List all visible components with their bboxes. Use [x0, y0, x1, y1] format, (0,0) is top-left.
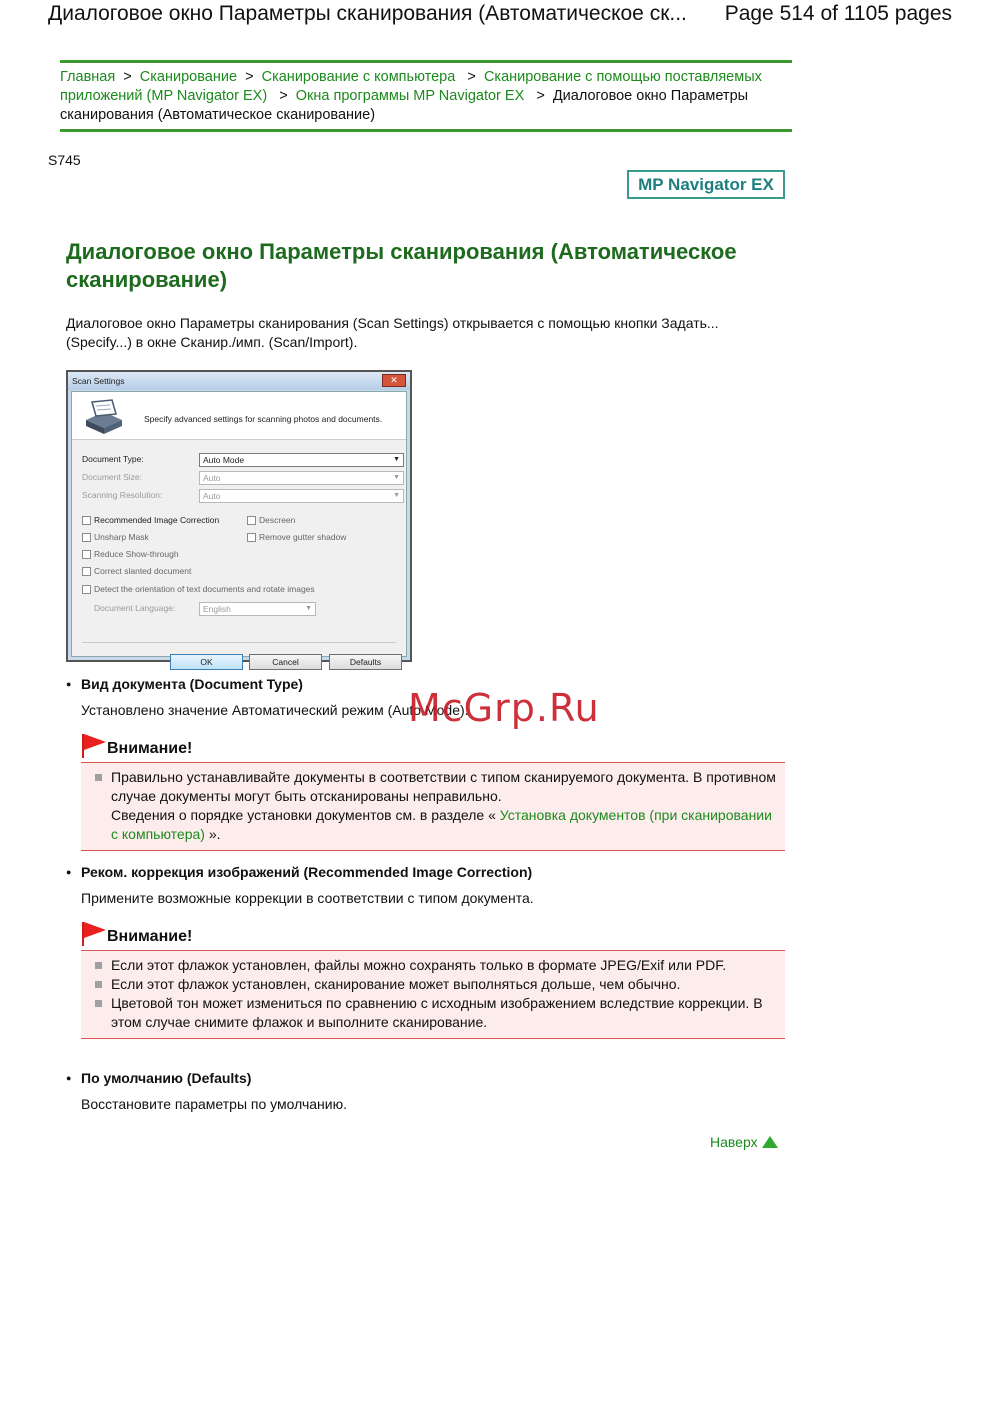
warning-title: Внимание!: [107, 928, 193, 945]
remove-gutter-shadow-checkbox[interactable]: Remove gutter shadow: [247, 532, 346, 542]
warning-item: Цветовой тон может измениться по сравнению с исходным изображением вследствие коррекции. В этом случае снимите флажок и выполните сканирование.: [89, 994, 777, 1032]
document-size-label: Document Size:: [82, 472, 142, 482]
scanning-resolution-value: Auto: [203, 491, 221, 501]
reduce-show-through-checkbox[interactable]: Reduce Show-through: [82, 549, 179, 559]
warning-title: Внимание!: [107, 740, 193, 757]
document-type-label: Document Type:: [82, 454, 144, 464]
dialog-titlebar: [68, 372, 410, 390]
document-language-select[interactable]: [199, 602, 316, 616]
breadcrumb-separator: >: [271, 88, 292, 104]
close-icon[interactable]: ✕: [382, 374, 406, 387]
back-to-top-link[interactable]: [710, 1134, 778, 1150]
dialog-title: Scan Settings: [72, 376, 125, 386]
scanning-resolution-label: Scanning Resolution:: [82, 490, 163, 500]
section-desc: Восстановите параметры по умолчанию.: [81, 1096, 347, 1112]
section-title: ● По умолчанию (Defaults): [66, 1069, 786, 1088]
section-recommended-image-correction: [66, 863, 786, 908]
chevron-down-icon: ▼: [305, 605, 312, 612]
section-defaults: [66, 1069, 786, 1114]
red-flag-icon: [81, 732, 107, 758]
dialog-banner: [72, 392, 406, 440]
section-desc: Установлено значение Автоматический режим (Auto Mode).: [81, 702, 469, 718]
warning-item: Правильно устанавливайте документы в соответствии с типом сканируемого документа. В противном случае документы могут быть отсканированы неправильно. Сведения о порядке установки документов см. в разделе « Установка документов (при сканировании с компьютера) ».: [89, 768, 777, 844]
up-arrow-icon: [762, 1136, 778, 1148]
back-to-top-label: Наверх: [710, 1134, 758, 1150]
breadcrumb-link-mp-navigator-windows[interactable]: Окна программы MP Navigator EX: [295, 88, 525, 104]
product-badge: MP Navigator EX: [627, 170, 785, 199]
chevron-down-icon: ▼: [393, 492, 400, 499]
scanning-resolution-select[interactable]: [199, 489, 404, 503]
breadcrumb-separator: >: [459, 69, 480, 85]
breadcrumb-link-scan-from-computer[interactable]: Сканирование с компьютера: [261, 69, 456, 85]
breadcrumb-link-scanning[interactable]: Сканирование: [139, 69, 238, 85]
unsharp-mask-checkbox[interactable]: Unsharp Mask: [82, 532, 149, 542]
dialog-divider: [82, 642, 396, 643]
scan-settings-dialog-screenshot: [66, 370, 412, 667]
recommended-image-correction-checkbox[interactable]: Recommended Image Correction: [82, 515, 219, 525]
document-type-select[interactable]: [199, 453, 404, 467]
chevron-down-icon: ▼: [393, 456, 400, 463]
red-flag-icon: [81, 920, 107, 946]
page-title: Диалоговое окно Параметры сканирования (Автоматическое сканирование): [66, 239, 737, 292]
intro-paragraph: Диалоговое окно Параметры сканирования (Scan Settings) открывается с помощью кнопки Задать... (Specify...) в окне Сканир./имп. (Scan/Import).: [66, 315, 719, 350]
defaults-button[interactable]: Defaults: [329, 654, 402, 670]
ok-button[interactable]: OK: [170, 654, 243, 670]
warning-item: Если этот флажок установлен, сканирование может выполняться дольше, чем обычно.: [89, 975, 777, 994]
cancel-button[interactable]: Cancel: [249, 654, 322, 670]
breadcrumb-link-scan-with-apps[interactable]: Сканирование с помощью поставляемых приложений (MP Navigator EX): [60, 69, 762, 104]
doc-code: S745: [48, 152, 81, 168]
warning-block: [81, 920, 785, 1039]
breadcrumb-link-home[interactable]: Главная: [60, 69, 116, 85]
dialog-description: Specify advanced settings for scanning photos and documents.: [144, 414, 383, 424]
document-size-value: Auto: [203, 473, 221, 483]
warning-box: [81, 950, 785, 1039]
document-type-value: Auto Mode: [203, 455, 245, 465]
document-language-value: English: [203, 604, 231, 614]
correct-slanted-document-checkbox[interactable]: Correct slanted document: [82, 566, 191, 576]
breadcrumb-separator: >: [241, 69, 258, 85]
breadcrumb-current: Диалоговое окно Параметры сканирования (Автоматическое сканирование): [60, 88, 749, 123]
document-language-label: Document Language:: [94, 603, 176, 613]
link-document-placement[interactable]: Установка документов (при сканировании с компьютера): [111, 807, 772, 842]
scanner-icon: [82, 398, 126, 436]
section-title: ● Вид документа (Document Type): [66, 675, 786, 694]
warning-box: [81, 762, 785, 851]
watermark: McGrp.Ru: [408, 686, 600, 730]
document-size-select[interactable]: [199, 471, 404, 485]
dialog-body: [71, 391, 407, 667]
breadcrumb: [60, 60, 792, 132]
breadcrumb-separator: >: [119, 69, 136, 85]
section-desc: Примените возможные коррекции в соответствии с типом документа.: [81, 890, 534, 906]
section-title: ● Реком. коррекция изображений (Recommended Image Correction): [66, 863, 786, 882]
detect-orientation-checkbox[interactable]: Detect the orientation of text documents and rotate images: [82, 584, 315, 594]
header-title: Диалоговое окно Параметры сканирования (Автоматическое ск...: [48, 2, 687, 25]
descreen-checkbox[interactable]: Descreen: [247, 515, 295, 525]
page-counter: Page 514 of 1105 pages: [724, 2, 952, 25]
warning-block: [81, 732, 785, 851]
chevron-down-icon: ▼: [393, 474, 400, 481]
breadcrumb-separator: >: [528, 88, 549, 104]
warning-item: Если этот флажок установлен, файлы можно сохранять только в формате JPEG/Exif или PDF.: [89, 956, 777, 975]
